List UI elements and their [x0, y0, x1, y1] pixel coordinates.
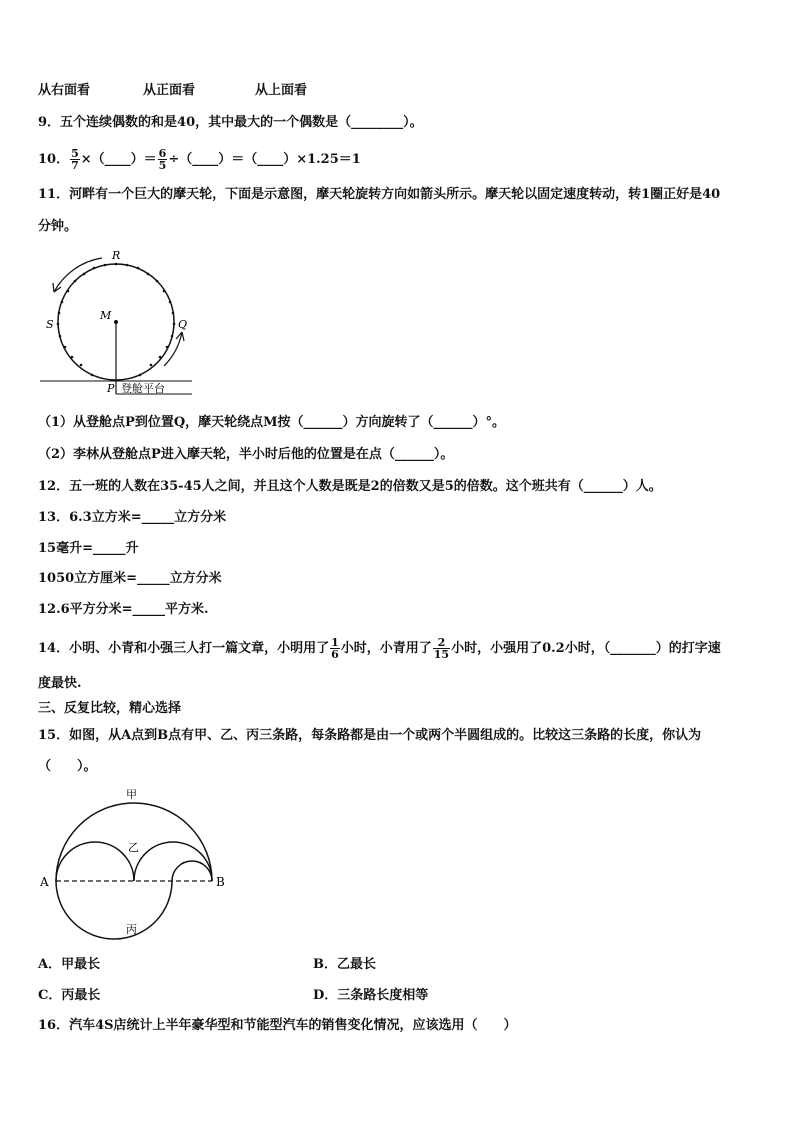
q14-f2-numerator: 2 — [437, 636, 446, 649]
label-yi: 乙 — [128, 841, 139, 854]
q14-f2-denominator: 15 — [433, 648, 450, 661]
view-label-top: 从上面看 — [255, 83, 308, 98]
question-15-line-1: 15．如图，从A点到B点有甲、乙、丙三条路，每条路都是由一个或两个半圆组成的。比较这三条路的长度，你认为 — [38, 728, 702, 743]
view-label-right: 从右面看 — [38, 83, 91, 98]
q15-option-b[interactable]: B．乙最长 — [313, 957, 376, 972]
ferris-wheel-diagram — [36, 244, 206, 404]
q14-f1-numerator: 1 — [331, 636, 339, 649]
question-11-sub-2: （2）李林从登舱点P进入摩天轮，半小时后他的位置是在点（______）。 — [38, 447, 454, 462]
path-bing-big-lower-arc — [56, 881, 172, 939]
label-q: Q — [178, 318, 188, 331]
q10-part-1: ×（____）＝ — [80, 152, 157, 167]
q14-f1-denominator: 6 — [331, 648, 339, 661]
question-13-line-1: 13．6.3立方米=_____立方分米 — [38, 510, 227, 525]
path-yi-left-arc — [56, 842, 134, 881]
label-jia: 甲 — [126, 788, 137, 801]
question-16: 16．汽车4S店统计上半年豪华型和节能型汽车的销售变化情况，应该选用（ ） — [38, 1018, 517, 1033]
q14-part-3: 小时，小强用了0.2小时，（_______）的打字速 — [451, 641, 721, 656]
q10-f1-denominator: 7 — [71, 159, 79, 172]
label-r: R — [112, 249, 121, 262]
question-9: 9．五个连续偶数的和是40，其中最大的一个偶数是（________）。 — [38, 115, 423, 130]
q14-fraction-1 — [330, 637, 340, 660]
label-bing: 丙 — [126, 923, 137, 936]
question-14-line-1 — [38, 637, 721, 660]
q15-option-a[interactable]: A．甲最长 — [38, 957, 101, 972]
path-bing-small-upper-arc — [172, 861, 212, 881]
q10-f2-denominator: 5 — [158, 159, 167, 172]
q10-f1-numerator: 5 — [71, 147, 79, 160]
question-11-line-1: 11．河畔有一个巨大的摩天轮，下面是示意图，摩天轮旋转方向如箭头所示。摩天轮以固定速度转动，转1圈正好是40 — [38, 187, 721, 202]
rotation-arrow-top-left — [54, 258, 102, 292]
question-13-line-4: 12.6平方分米=_____平方米. — [38, 602, 209, 617]
q10-fraction-2 — [158, 148, 168, 171]
question-11-line-2: 分钟。 — [38, 219, 78, 234]
q14-part-2: 小时，小青用了 — [340, 641, 432, 656]
q15-option-d[interactable]: D．三条路长度相等 — [313, 988, 429, 1003]
label-s: S — [46, 318, 54, 331]
label-b: B — [216, 875, 225, 889]
q15-option-c[interactable]: C．丙最长 — [38, 988, 101, 1003]
label-a: A — [40, 875, 49, 889]
question-12: 12．五一班的人数在35-45人之间，并且这个人数是既是2的倍数又是5的倍数。这个班共有（______）人。 — [38, 479, 662, 494]
section-3-title: 三、反复比较，精心选择 — [38, 701, 182, 716]
label-m: M — [100, 309, 112, 322]
view-label-front: 从正面看 — [143, 83, 196, 98]
q10-number: 10． — [38, 152, 70, 167]
q10-fraction-1 — [70, 148, 80, 171]
q14-fraction-2 — [433, 637, 450, 660]
label-p: P — [107, 382, 115, 395]
q10-part-2: ÷（____）＝（____）×1.25＝1 — [168, 152, 361, 167]
question-14-line-2: 度最快. — [38, 676, 82, 691]
question-11-sub-1: （1）从登舱点P到位置Q，摩天轮绕点M按（______）方向旋转了（______）°。 — [38, 415, 506, 430]
platform-label: 登舱平台 — [121, 382, 165, 395]
question-13-line-3: 1050立方厘米=_____立方分米 — [38, 571, 222, 586]
q10-f2-numerator: 6 — [158, 147, 167, 160]
question-15-line-2: （ ）。 — [38, 759, 97, 774]
q14-part-1: 14．小明、小青和小强三人打一篇文章，小明用了 — [38, 641, 330, 656]
semicircle-paths-diagram — [36, 783, 236, 943]
question-13-line-2: 15毫升=_____升 — [38, 541, 139, 556]
question-10 — [38, 148, 361, 171]
